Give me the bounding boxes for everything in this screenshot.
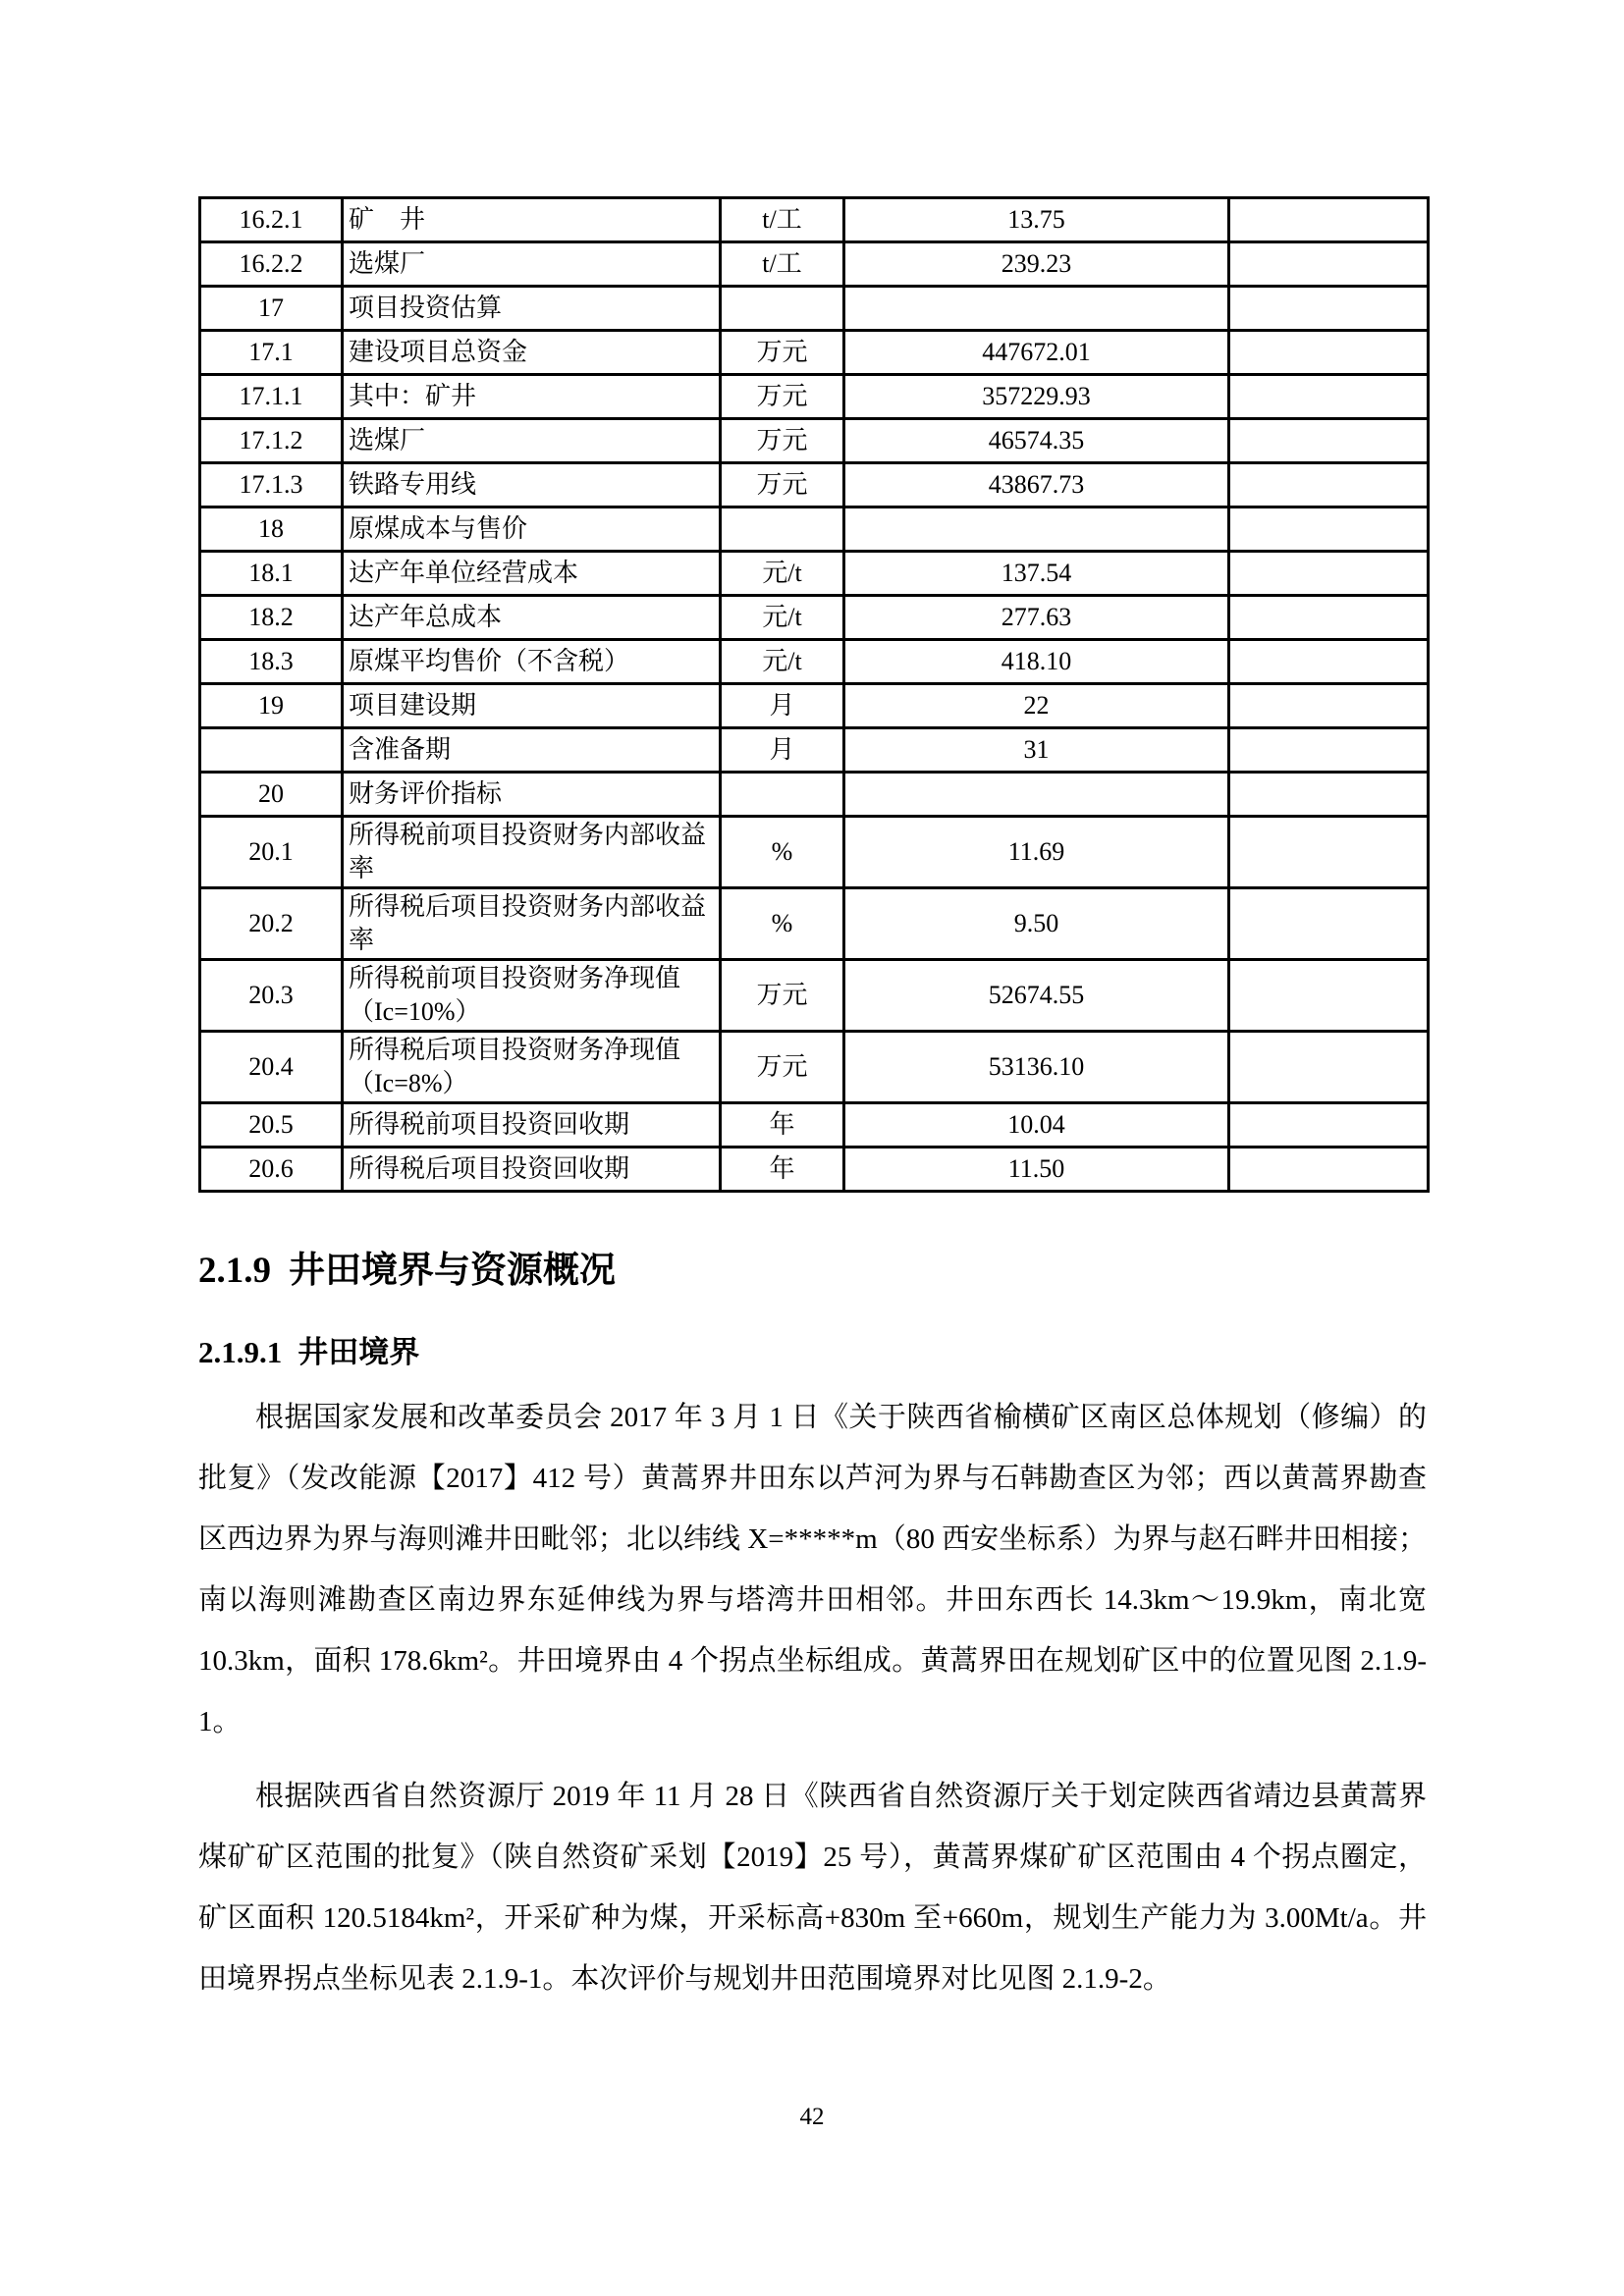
table-cell-no: 19: [200, 684, 343, 728]
table-cell-unit: 月: [721, 684, 844, 728]
table-cell-note: [1229, 728, 1429, 773]
table-cell-no: 20.4: [200, 1032, 343, 1103]
table-cell-item: 项目建设期: [343, 684, 721, 728]
table-cell-value: 13.75: [844, 198, 1229, 242]
table-cell-value: 137.54: [844, 552, 1229, 596]
table-cell-no: 20.6: [200, 1148, 343, 1192]
table-cell-note: [1229, 1032, 1429, 1103]
content-area: [198, 196, 1427, 2009]
table-row: [200, 287, 1429, 331]
table-row: [200, 198, 1429, 242]
table-row: [200, 1103, 1429, 1148]
table-cell-value: [844, 773, 1229, 817]
table-cell-item: 矿 井: [343, 198, 721, 242]
table-row: [200, 728, 1429, 773]
table-cell-unit: [721, 773, 844, 817]
table-cell-value: 239.23: [844, 242, 1229, 287]
table-cell-unit: 元/t: [721, 552, 844, 596]
table-cell-value: 11.50: [844, 1148, 1229, 1192]
table-cell-item: 铁路专用线: [343, 463, 721, 507]
table-cell-no: 18.3: [200, 640, 343, 684]
table-cell-no: 17.1.1: [200, 375, 343, 419]
table-row: [200, 817, 1429, 888]
table-cell-value: 46574.35: [844, 419, 1229, 463]
table-row: [200, 888, 1429, 960]
table-cell-unit: %: [721, 888, 844, 960]
table-cell-item: 所得税前项目投资回收期: [343, 1103, 721, 1148]
table-cell-unit: t/工: [721, 198, 844, 242]
table-row: [200, 1148, 1429, 1192]
table-cell-item: 选煤厂: [343, 242, 721, 287]
subsection-heading: [198, 1332, 1427, 1373]
table-cell-unit: [721, 287, 844, 331]
table-cell-value: 447672.01: [844, 331, 1229, 375]
table-cell-note: [1229, 817, 1429, 888]
subsection-heading-number: 2.1.9.1: [198, 1335, 283, 1369]
table-cell-value: 9.50: [844, 888, 1229, 960]
table-cell-no: 20.1: [200, 817, 343, 888]
table-row: [200, 463, 1429, 507]
table-row: [200, 1032, 1429, 1103]
table-cell-unit: 万元: [721, 375, 844, 419]
table-cell-item: 财务评价指标: [343, 773, 721, 817]
table-cell-note: [1229, 1103, 1429, 1148]
table-cell-item: 选煤厂: [343, 419, 721, 463]
table-cell-value: 10.04: [844, 1103, 1229, 1148]
table-cell-note: [1229, 419, 1429, 463]
table-cell-no: 20.2: [200, 888, 343, 960]
table-row: [200, 331, 1429, 375]
table-cell-value: 11.69: [844, 817, 1229, 888]
subsection-heading-title: 井田境界: [298, 1335, 420, 1369]
table-cell-note: [1229, 1148, 1429, 1192]
table-cell-item: 其中：矿井: [343, 375, 721, 419]
table-cell-unit: 年: [721, 1148, 844, 1192]
table-cell-value: 43867.73: [844, 463, 1229, 507]
table-cell-note: [1229, 640, 1429, 684]
table-cell-note: [1229, 507, 1429, 552]
table-cell-no: 18: [200, 507, 343, 552]
table-cell-item: 所得税后项目投资财务内部收益率: [343, 888, 721, 960]
table-cell-no: 20.3: [200, 960, 343, 1032]
table-cell-note: [1229, 242, 1429, 287]
table-cell-item: 项目投资估算: [343, 287, 721, 331]
table-cell-item: 建设项目总资金: [343, 331, 721, 375]
page-number: 42: [799, 2104, 825, 2130]
table-cell-no: 16.2.1: [200, 198, 343, 242]
table-row: [200, 596, 1429, 640]
table-cell-no: 18.1: [200, 552, 343, 596]
table-row: [200, 507, 1429, 552]
table-cell-no: 17.1.3: [200, 463, 343, 507]
table-row: [200, 960, 1429, 1032]
table-cell-unit: 万元: [721, 960, 844, 1032]
table-cell-item: 所得税前项目投资财务净现值（Ic=10%）: [343, 960, 721, 1032]
table-cell-unit: 年: [721, 1103, 844, 1148]
table-cell-note: [1229, 198, 1429, 242]
table-cell-no: 17.1: [200, 331, 343, 375]
section-heading: [198, 1247, 1427, 1295]
table-cell-item: 原煤成本与售价: [343, 507, 721, 552]
indicators-table: [198, 196, 1430, 1193]
table-cell-value: 53136.10: [844, 1032, 1229, 1103]
table-cell-no: 20: [200, 773, 343, 817]
table-cell-item: 所得税前项目投资财务内部收益率: [343, 817, 721, 888]
table-cell-unit: t/工: [721, 242, 844, 287]
table-cell-value: 357229.93: [844, 375, 1229, 419]
table-cell-unit: 万元: [721, 463, 844, 507]
table-cell-unit: %: [721, 817, 844, 888]
section-heading-title: 井田境界与资源概况: [289, 1250, 616, 1290]
table-cell-item: 含准备期: [343, 728, 721, 773]
table-cell-value: 277.63: [844, 596, 1229, 640]
table-row: [200, 552, 1429, 596]
table-cell-value: 31: [844, 728, 1229, 773]
table-cell-note: [1229, 888, 1429, 960]
table-cell-note: [1229, 331, 1429, 375]
table-cell-note: [1229, 596, 1429, 640]
table-cell-note: [1229, 375, 1429, 419]
table-cell-no: [200, 728, 343, 773]
table-cell-no: 16.2.2: [200, 242, 343, 287]
table-cell-note: [1229, 463, 1429, 507]
table-cell-item: 所得税后项目投资财务净现值（Ic=8%）: [343, 1032, 721, 1103]
table-cell-no: 20.5: [200, 1103, 343, 1148]
table-cell-note: [1229, 684, 1429, 728]
table-cell-unit: 万元: [721, 1032, 844, 1103]
table-cell-item: 所得税后项目投资回收期: [343, 1148, 721, 1192]
section-heading-number: 2.1.9: [198, 1251, 271, 1291]
table-cell-value: 418.10: [844, 640, 1229, 684]
table-cell-unit: [721, 507, 844, 552]
table-cell-value: 22: [844, 684, 1229, 728]
table-cell-unit: 元/t: [721, 640, 844, 684]
table-cell-no: 18.2: [200, 596, 343, 640]
table-cell-unit: 万元: [721, 331, 844, 375]
table-cell-unit: 元/t: [721, 596, 844, 640]
table-cell-item: 达产年单位经营成本: [343, 552, 721, 596]
table-cell-note: [1229, 552, 1429, 596]
table-row: [200, 242, 1429, 287]
table-cell-note: [1229, 960, 1429, 1032]
table-cell-no: 17.1.2: [200, 419, 343, 463]
table-cell-item: 达产年总成本: [343, 596, 721, 640]
table-cell-note: [1229, 773, 1429, 817]
table-cell-item: 原煤平均售价（不含税）: [343, 640, 721, 684]
table-row: [200, 419, 1429, 463]
table-row: [200, 375, 1429, 419]
table-cell-value: [844, 287, 1229, 331]
table-row: [200, 773, 1429, 817]
table-cell-value: [844, 507, 1229, 552]
table-cell-note: [1229, 287, 1429, 331]
table-cell-value: 52674.55: [844, 960, 1229, 1032]
table-cell-no: 17: [200, 287, 343, 331]
indicators-table-body: [200, 198, 1429, 1192]
paragraph-mine-boundary-resources-dept: 根据陕西省自然资源厅 2019 年 11 月 28 日《陕西省自然资源厅关于划定陕西省靖边县黄蒿界煤矿矿区范围的批复》（陕自然资矿采划【2019】25 号），黄蒿界煤矿矿区范围由 4 个拐点圈定，矿区面积 120.5184km²，开采矿种为煤，开采标高+830m 至+660m，规划生产能力为 3.00Mt/a。井田境界拐点坐标见表 2.1.9-1。本次评价与规划井田范围境界对比见图 2.1.9-2。: [198, 1781, 1427, 1995]
table-row: [200, 684, 1429, 728]
table-cell-unit: 月: [721, 728, 844, 773]
paragraph-mine-boundary-ndrc: 根据国家发展和改革委员会 2017 年 3 月 1 日《关于陕西省榆横矿区南区总体规划（修编）的批复》（发改能源【2017】412 号）黄蒿界井田东以芦河为界与石韩勘查区为邻；西以黄蒿界勘查区西边界为界与海则滩井田毗邻；北以纬线 X=*****m（80 西安坐标系）为界与赵石畔井田相接；南以海则滩勘查区南边界东延伸线为界与塔湾井田相邻。井田东西长 14.3km～19.9km，南北宽 10.3km，面积 178.6km²。井田境界由 4 个拐点坐标组成。黄蒿界田在规划矿区中的位置见图 2.1.9-1。: [198, 1402, 1427, 1737]
table-row: [200, 640, 1429, 684]
table-cell-unit: 万元: [721, 419, 844, 463]
